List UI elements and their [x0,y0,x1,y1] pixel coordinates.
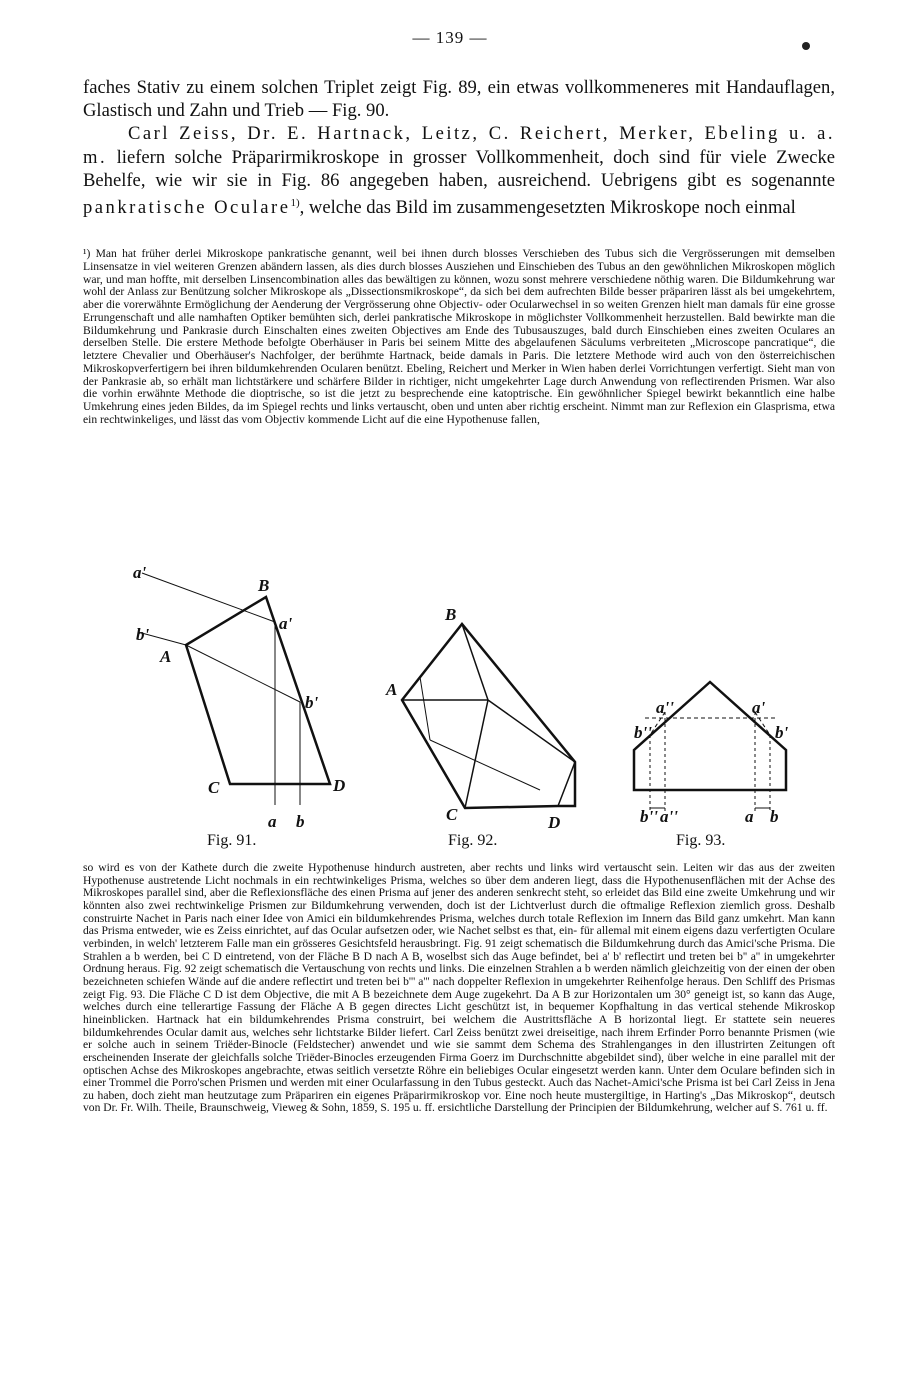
figure-91-drawing [138,573,330,805]
footnote [83,248,835,427]
figure-91-labels [133,563,345,831]
figure-91-caption: Fig. 91. [207,832,257,849]
fig91-label-A: A [160,647,172,666]
fig91-label-b: b [296,812,305,831]
figure-93-labels [634,698,789,826]
fig92-label-D: D [548,813,561,832]
fig93-label-a-dbl-top: a'' [656,698,674,717]
fig91-label-a-prime: a' [279,614,293,633]
main-text [83,76,835,219]
figures-area [0,548,900,858]
fig93-label-b-prime: b' [775,723,789,742]
fig93-label-b-dbl-bottom: b'' [640,807,658,826]
prism-figures [0,548,900,838]
fig92-label-C: C [446,805,458,824]
figure-92-drawing [402,624,575,808]
fig91-label-a: a [268,812,277,831]
lower-text [83,862,835,1115]
fig91-label-D: D [333,776,346,795]
footnote-text: ¹) Man hat früher derlei Mikroskope pankratische genannt, weil bei ihnen durch blosses Verschieben des Tubus sich die Vergrösserungen mit demselben Linsensatze in viel weiteren Grenzen abändern lassen, als dies durch blosses Ausziehen und Einschieben des Tubus an den gewöhnlichen Mikroskopen möglich war, und man hoffte, mit derselben Linsencombination alles das bewältigen zu können, wozu sonst mehrere verschiedene nöthig waren. Die Bildumkehrung war wohl der Anlass zur Benützung solcher Mikroskope als „Dissectionsmikroskope“, da sich bei dem aufrechten Bilde besser präpariren lässt als bei umgekehrtem, aber die vorerwähnte Ermöglichung der Aenderung der Vergrösserung ohne Objectiv- oder Ocularwechsel in so weiten Grenzen hielt man damals für eine grosse Errungenschaft und alle namhaften Optiker bemühten sich, derlei pankratische Mikroskope in möglichster Vollkommenheit herzustellen. Bald bewirkte man die Bildumkehrung und Pankrasie durch Einschalten eines zweiten Objectives am Ende des Tubusauszuges, bald durch Einschieben eines zweiten Oculares an derselben Stelle. Die erstere Methode befolgte Oberhäuser in Paris bei seinem Mitte des abgelaufenen Säculums verbreiteten „Microscope pancratique“, die letztere Chevalier und Oberhäuser's Nachfolger, der berühmte Hartnack, beide damals in Paris. Die letztere Methode wird auch von den österreichischen Mikroskopverfertigern bei ihren bildumkehrenden Ocularen benützt. Ebeling, Reichert und Merker in Wien haben derlei Vorrichtungen verfertigt. Sieht man von der Pankrasie ab, so erhält man lichtstärkere und schärfere Bilder in richtiger, nicht umgekehrter Lage durch Anwendung von reflectirenden Prismen. War also die vorhin erwähnte Methode die dioptrische, so ist die jetzt zu besprechende eine katoptrische. Ein gewöhnlicher Spiegel bewirkt bekanntlich eine halbe Umkehrung eines jeden Bildes, da im Spiegel rechts und links vertauscht, oben und unten aber richtig erscheint. Nimmt man zur Reflexion ein Glasprisma, etwa ein rechtwinkeliges, und lässt das vom Objectiv kommende Licht auf die eine Hypothenuse fallen, [83,247,835,426]
fig93-label-a-prime: a' [752,698,766,717]
fig93-label-a-dbl-bottom: a'' [660,807,678,826]
paragraph-2-end: , welche das Bild im zusammengesetzten Mikroskope noch einmal [299,197,796,219]
ink-speck [802,42,810,50]
paragraph-2-text: liefern solche Präparirmikroskope in grosser Vollkommenheit, doch sind für viele Zwecke Behelfe, wie wir sie in Fig. 86 angegeben haben, ausreichend. Uebrigens gibt es sogenannte [83,146,835,191]
paragraph-2 [83,122,835,219]
fig91-label-a-prime-top: a' [133,563,147,582]
figure-92-caption: Fig. 92. [448,832,498,849]
manufacturer-names: Carl Zeiss, Dr. E. Hartnack, Leitz, C. Reichert, Merker, Ebeling u. a. m. [83,123,835,168]
fig91-label-b-prime-left: b' [136,625,150,644]
page-number: — 139 — [412,28,488,47]
fig93-label-b-dbl-left: b'' [634,723,652,742]
fig92-label-B: B [445,605,457,624]
fig93-label-b: b [770,807,779,826]
fig91-label-b-prime: b' [305,693,319,712]
fig91-label-B: B [258,576,270,595]
figure-93-caption: Fig. 93. [676,832,726,849]
fig93-label-a: a [745,807,754,826]
fig92-label-A: A [386,680,398,699]
figure-92-labels [385,605,560,832]
footnote-marker: 1) [290,197,300,210]
paragraph-1: faches Stativ zu einem solchen Triplet zeigt Fig. 89, ein etwas vollkommeneres mit Handauflagen, Glastisch und Zahn und Trieb — Fig. 90. [83,77,835,122]
spaced-term: pankratische Oculare [83,197,291,219]
lower-paragraph: so wird es von der Kathete durch die zweite Hypothenuse hindurch austreten, aber rechts und links wird vertauscht sein. Leiten wir das aus der zweiten Hypothenuse austretende Licht nochmals in ein rechtwinkeliges Prisma, welches so über dem anderen liegt, dass die Hypothenusenflächen mit der Achse des Mikroskopes parallel sind, aber die Reflexionsfläche des einen Prisma auf jener des anderen senkrecht steht, so erleidet das Bild eine zweite Umkehrung und wir könnten also zwei rechtwinkelige Prismen zur Bildumkehrung verwenden, doch ist der Lichtverlust durch die oftmalige Reflexion ziemlich gross. Deshalb construirte Nachet in Paris nach einer Idee von Amici ein bildumkehrendes Prisma, welches durch totale Reflexion im Innern das Bild ganz umkehrt. Man kann das Prisma entweder, wie es Zeiss einrichtet, auf das Ocular aufsetzen oder, wie Nachet selbst es that, ein- für allemal mit einem eigens dazu verfertigten Oculare verbinden, in welch' letzterem Falle man ein grösseres Gesichtsfeld herausbringt. Fig. 91 zeigt schematisch die Bildumkehrung durch das Amici'sche Prisma. Die Strahlen a b werden, bei C D eintretend, von der Fläche B D nach A B, woselbst sich das Auge befindet, bei a' b' reflectirt und treten bei b'' a'' in umgekehrter Ordnung heraus. Fig. 92 zeigt schematisch die Vertauschung von rechts und links. Die einzelnen Strahlen a b werden nämlich gleichzeitig von der einen der oben bezeichneten schiefen Wände auf die andere reflectirt und treten bei b''' a''' nach doppelter Reflexion in umgekehrter Reihenfolge heraus. Den Schliff des Prismas zeigt Fig. 93. Die Fläche C D ist dem Objective, die mit A B bezeichnete dem Auge zugekehrt. Da A B zur Horizontalen um 30° geneigt ist, so kann das Auge, welches durch eine tellerartige Fassung der Fläche A B gegen directes Licht geschützt ist, in bequemer Kopfhaltung in das vertical stehende Mikroskop hineinblicken. Hartnack hat ein bildumkehrendes Prisma construirt, bei welchem die Austrittsfläche A B horizontal liegt. Er stattete sein neueres bildumkehrendes Ocular damit aus, welches sehr lichtstarke Bilder liefert. Carl Zeiss benützt zwei dreiseitige, nach ihrem Erfinder Porro benannte Prismen (wie er solche auch in seinem Triëder-Binocle (Feldstecher) anwendet und wie sie sammt dem Schema des Strahlenganges in den illustrirten Zeitungen oft erscheinenden Inserate der gleichfalls solche Triëder-Binocles erzeugenden Firma Goerz im Durchschnitte abgebildet sind), über welche in eine parallel mit der optischen Achse des Mikroskopes angebrachte, etwas seitlich versetzte Röhre ein beliebiges Ocular eingesetzt werden kann. Unter dem Oculare befinden sich in einer Trommel die Porro'schen Prismen und werden mit einer Ocularfassung in den Tubus gesteckt. Auch das Nachet-Amici'sche Prisma ist bei Carl Zeiss in Jena zu haben, doch zieht man heutzutage zum Präpariren ein eigenes Präparirmikroskop vor. Eine noch heute mustergiltige, in Harting's „Das Mikroskop“, deutsch von Dr. Fr. Wilh. Theile, Braunschweig, Vieweg & Sohn, 1859, S. 195 u. ff. ersichtliche Darstellung der Principien der Bildumkehrung, welcher auf S. 761 u. ff. [83,861,835,1115]
fig91-label-C: C [208,778,220,797]
